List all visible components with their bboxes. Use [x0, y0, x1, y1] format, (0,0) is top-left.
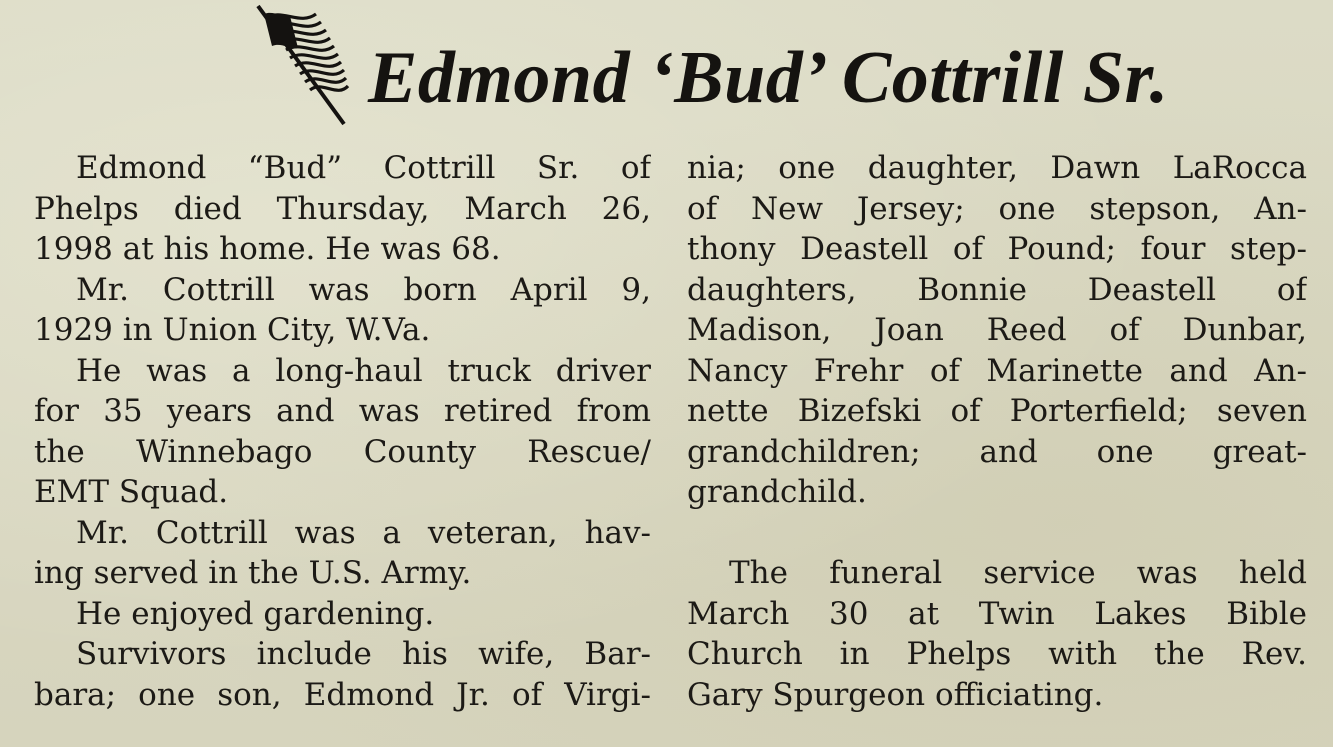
text-line: of New Jersey; one stepson, An-: [687, 190, 1307, 227]
text-line: grandchildren; and one great-: [687, 433, 1307, 470]
text-line: Phelps died Thursday, March 26,: [34, 190, 651, 227]
text-line: the Winnebago County Rescue/: [34, 433, 651, 470]
text-line: grandchild.: [687, 474, 867, 510]
text-line: ing served in the U.S. Army.: [34, 555, 472, 591]
left-column: [34, 148, 651, 715]
text-line: The funeral service was held: [729, 555, 1307, 591]
text-line: Madison, Joan Reed of Dunbar,: [687, 312, 1307, 348]
text-line: Nancy Frehr of Marinette and An-: [687, 352, 1307, 389]
text-line: Church in Phelps with the Rev.: [687, 636, 1307, 672]
text-line: thony Deastell of Pound; four step-: [687, 231, 1307, 267]
text-line: 1998 at his home. He was 68.: [34, 231, 501, 267]
text-line: Mr. Cottrill was a veteran, hav-: [76, 514, 651, 551]
text-line: 1929 in Union City, W.Va.: [34, 312, 431, 348]
obituary-headline: Edmond ‘Bud’ Cottrill Sr.: [368, 37, 1169, 119]
text-line: March 30 at Twin Lakes Bible: [687, 595, 1307, 632]
text-line: Gary Spurgeon officiating.: [687, 676, 1104, 713]
text-line: He was a long-haul truck driver: [76, 352, 651, 389]
text-line: He enjoyed gardening.: [76, 595, 435, 632]
text-line: Edmond “Bud” Cottrill Sr. of: [76, 150, 651, 186]
text-line: bara; one son, Edmond Jr. of Virgi-: [34, 676, 651, 713]
american-flag-icon: [252, 4, 352, 126]
text-line: nette Bizefski of Porterfield; seven: [687, 393, 1307, 429]
text-line: EMT Squad.: [34, 474, 229, 510]
text-line: Survivors include his wife, Bar-: [76, 636, 651, 672]
text-line: Mr. Cottrill was born April 9,: [76, 271, 651, 308]
text-line: nia; one daughter, Dawn LaRocca: [687, 150, 1307, 186]
text-line: for 35 years and was retired from: [34, 393, 651, 429]
paragraph-gap: [687, 513, 1307, 554]
right-column: [687, 148, 1307, 715]
text-line: daughters, Bonnie Deastell of: [687, 271, 1307, 308]
